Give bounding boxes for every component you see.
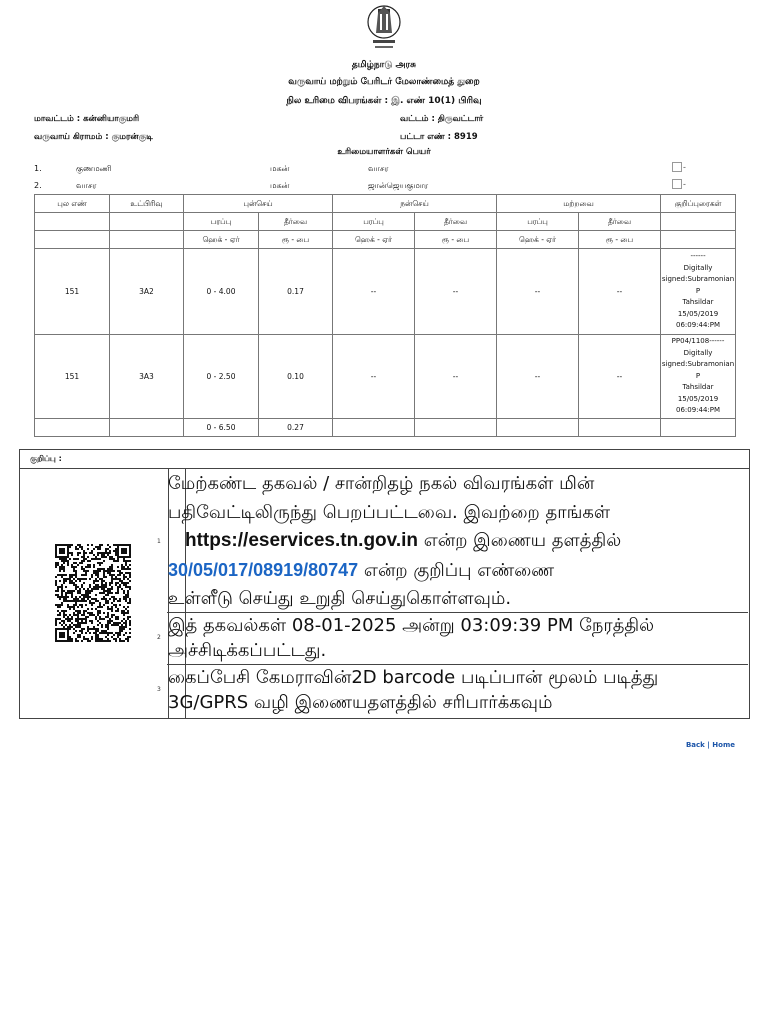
sig-line: signed:Subramonian xyxy=(661,275,735,284)
punjai-area: 0 - 4.00 xyxy=(184,249,259,335)
nanjai-tax: -- xyxy=(415,249,497,335)
note-3 xyxy=(168,665,728,715)
note-number: 1 xyxy=(157,538,161,545)
table-row xyxy=(35,249,736,335)
owner-photo-alt: - xyxy=(683,179,686,189)
digital-signature xyxy=(661,335,736,419)
sig-line: P xyxy=(695,371,701,380)
owner-parent: ஜான்ஜெயகுமார xyxy=(368,181,429,190)
unit-hectare: ஹெக் - ஏர் xyxy=(184,231,259,249)
notes-label: குறிப்பு : xyxy=(30,454,62,463)
header-subdivision: உட்பிரிவு xyxy=(110,195,184,213)
empty-cell xyxy=(110,231,184,249)
reference-number: 30/05/017/08919/80747 xyxy=(168,559,359,580)
subheader-area: பரப்பு xyxy=(333,213,415,231)
punjai-tax: 0.17 xyxy=(259,249,333,335)
note-text: மேற்கண்ட தகவல் / சான்றிதழ் நகல் விவரங்கள் மின் xyxy=(168,473,595,494)
sig-line: Tahsildar xyxy=(682,298,714,307)
govt-title: தமிழ்நாடு அரசு xyxy=(351,60,417,70)
sig-line: 06:09:44:PM xyxy=(675,321,721,330)
header-nanjai: நன்செய் xyxy=(333,195,497,213)
subheader-area: பரப்பு xyxy=(184,213,259,231)
subheader-tax: தீர்வை xyxy=(579,213,661,231)
empty-cell xyxy=(35,419,110,437)
punjai-tax: 0.10 xyxy=(259,335,333,419)
survey-number: 151 xyxy=(35,249,110,335)
header-punjai: புன்செய் xyxy=(184,195,333,213)
sig-line: 15/05/2019 xyxy=(677,394,719,403)
note-text: என்ற இணைய தளத்தில் xyxy=(417,530,622,551)
others-area: -- xyxy=(497,249,579,335)
table-unit-row xyxy=(35,231,736,249)
note-text: என்ற குறிப்பு எண்ணை xyxy=(358,559,555,581)
empty-cell xyxy=(497,419,579,437)
unit-hectare: ஹெக் - ஏர் xyxy=(497,231,579,249)
empty-cell xyxy=(661,231,736,249)
note-text: அச்சிடிக்கப்பட்டது. xyxy=(168,640,327,661)
nanjai-tax: -- xyxy=(415,335,497,419)
subdivision: 3A3 xyxy=(110,335,184,419)
owner-relation: மகன் xyxy=(270,181,290,190)
owner-relation: மகன் xyxy=(270,164,290,173)
empty-cell xyxy=(35,213,110,231)
owner-name: வாசர xyxy=(76,181,97,190)
owner-number: 2. xyxy=(34,181,42,190)
table-subheader-row xyxy=(35,213,736,231)
eservices-link[interactable]: https://eservices.tn.gov.in xyxy=(185,530,418,551)
others-area: -- xyxy=(497,335,579,419)
survey-number: 151 xyxy=(35,335,110,419)
note-1 xyxy=(168,470,728,614)
village: வருவாய் கிராமம் : குமரன்குடி xyxy=(34,132,153,142)
empty-cell xyxy=(415,419,497,437)
total-tax: 0.27 xyxy=(259,419,333,437)
sig-line: 06:09:44:PM xyxy=(675,406,721,415)
digital-signature xyxy=(661,249,736,335)
nav-separator: | xyxy=(704,741,713,749)
unit-hectare: ஹெக் - ஏர் xyxy=(333,231,415,249)
qr-code-icon xyxy=(55,544,131,642)
total-area: 0 - 6.50 xyxy=(184,419,259,437)
owner-name: குணமணி xyxy=(76,164,112,173)
broken-image-icon xyxy=(672,179,682,189)
owner-photo-alt: - xyxy=(683,162,686,172)
note-number: 3 xyxy=(157,686,161,693)
header-survey: புல எண் xyxy=(35,195,110,213)
others-tax: -- xyxy=(579,249,661,335)
note-text: உள்ளீடு செய்து உறுதி செய்துகொள்ளவும். xyxy=(168,588,512,609)
sig-line: PP04/1108------ xyxy=(671,337,725,346)
patta-number: பட்டா எண் : 8919 xyxy=(400,132,478,142)
subheader-tax: தீர்வை xyxy=(259,213,333,231)
empty-cell xyxy=(661,419,736,437)
others-tax: -- xyxy=(579,335,661,419)
empty-cell xyxy=(110,419,184,437)
taluk: வட்டம் : திருவட்டார் xyxy=(400,114,484,124)
note-text: இத் தகவல்கள் 08-01-2025 அன்று 03:09:39 PM நேரத்தில் xyxy=(168,615,655,636)
qr-cell xyxy=(20,469,169,718)
table-header-row xyxy=(35,195,736,213)
footer-nav xyxy=(686,741,735,749)
subheader-tax: தீர்வை xyxy=(415,213,497,231)
department-title: வருவாய் மற்றும் பேரிடர் மேலாண்மைத் துறை xyxy=(288,77,480,87)
header-others: மற்றவை xyxy=(497,195,661,213)
sig-line: Digitally xyxy=(683,348,713,357)
punjai-area: 0 - 2.50 xyxy=(184,335,259,419)
sig-line: signed:Subramonian xyxy=(661,360,735,369)
table-total-row xyxy=(35,419,736,437)
empty-cell xyxy=(333,419,415,437)
note-text: பதிவேட்டிலிருந்து பெறப்பட்டவை. இவற்றை தாங்கள் xyxy=(168,501,611,523)
unit-rupee: ரூ - பை xyxy=(415,231,497,249)
sig-line: Tahsildar xyxy=(682,383,714,392)
table-row xyxy=(35,335,736,419)
sig-line: ------ xyxy=(690,252,706,261)
owner-parent: வாசர xyxy=(368,164,389,173)
unit-rupee: ரூ - பை xyxy=(259,231,333,249)
owner-number: 1. xyxy=(34,164,42,173)
nanjai-area: -- xyxy=(333,249,415,335)
nanjai-area: -- xyxy=(333,335,415,419)
note-text: 3G/GPRS வழி இணையதளத்தில் சரிபார்க்கவும் xyxy=(168,692,553,713)
empty-cell xyxy=(579,419,661,437)
owners-heading: உரிமையாளர்கள் பெயர் xyxy=(337,147,431,157)
subdivision: 3A2 xyxy=(110,249,184,335)
document-title: நில உரிமை விபரங்கள் : இ. எண் 10(1) பிரிவு xyxy=(286,96,482,106)
notes-header xyxy=(20,450,749,469)
emblem-icon xyxy=(367,0,401,56)
district: மாவட்டம் : கன்னியாகுமரி xyxy=(34,114,140,124)
note-number: 2 xyxy=(157,634,161,641)
sig-line: P xyxy=(695,286,701,295)
owner-photo xyxy=(672,179,686,189)
empty-cell xyxy=(35,231,110,249)
home-link[interactable]: Home xyxy=(712,741,735,749)
broken-image-icon xyxy=(672,162,682,172)
sig-line: 15/05/2019 xyxy=(677,309,719,318)
back-link[interactable]: Back xyxy=(685,741,705,749)
owner-photo xyxy=(672,162,686,172)
note-text: கைப்பேசி கேமராவின்2D barcode படிப்பான் மூலம் படித்து xyxy=(168,667,659,688)
note-2 xyxy=(168,613,728,663)
empty-cell xyxy=(661,213,736,231)
sig-line: Digitally xyxy=(683,263,713,272)
empty-cell xyxy=(110,213,184,231)
unit-rupee: ரூ - பை xyxy=(579,231,661,249)
subheader-area: பரப்பு xyxy=(497,213,579,231)
land-table xyxy=(34,194,736,437)
header-remarks: குறிப்புரைகள் xyxy=(661,195,736,213)
